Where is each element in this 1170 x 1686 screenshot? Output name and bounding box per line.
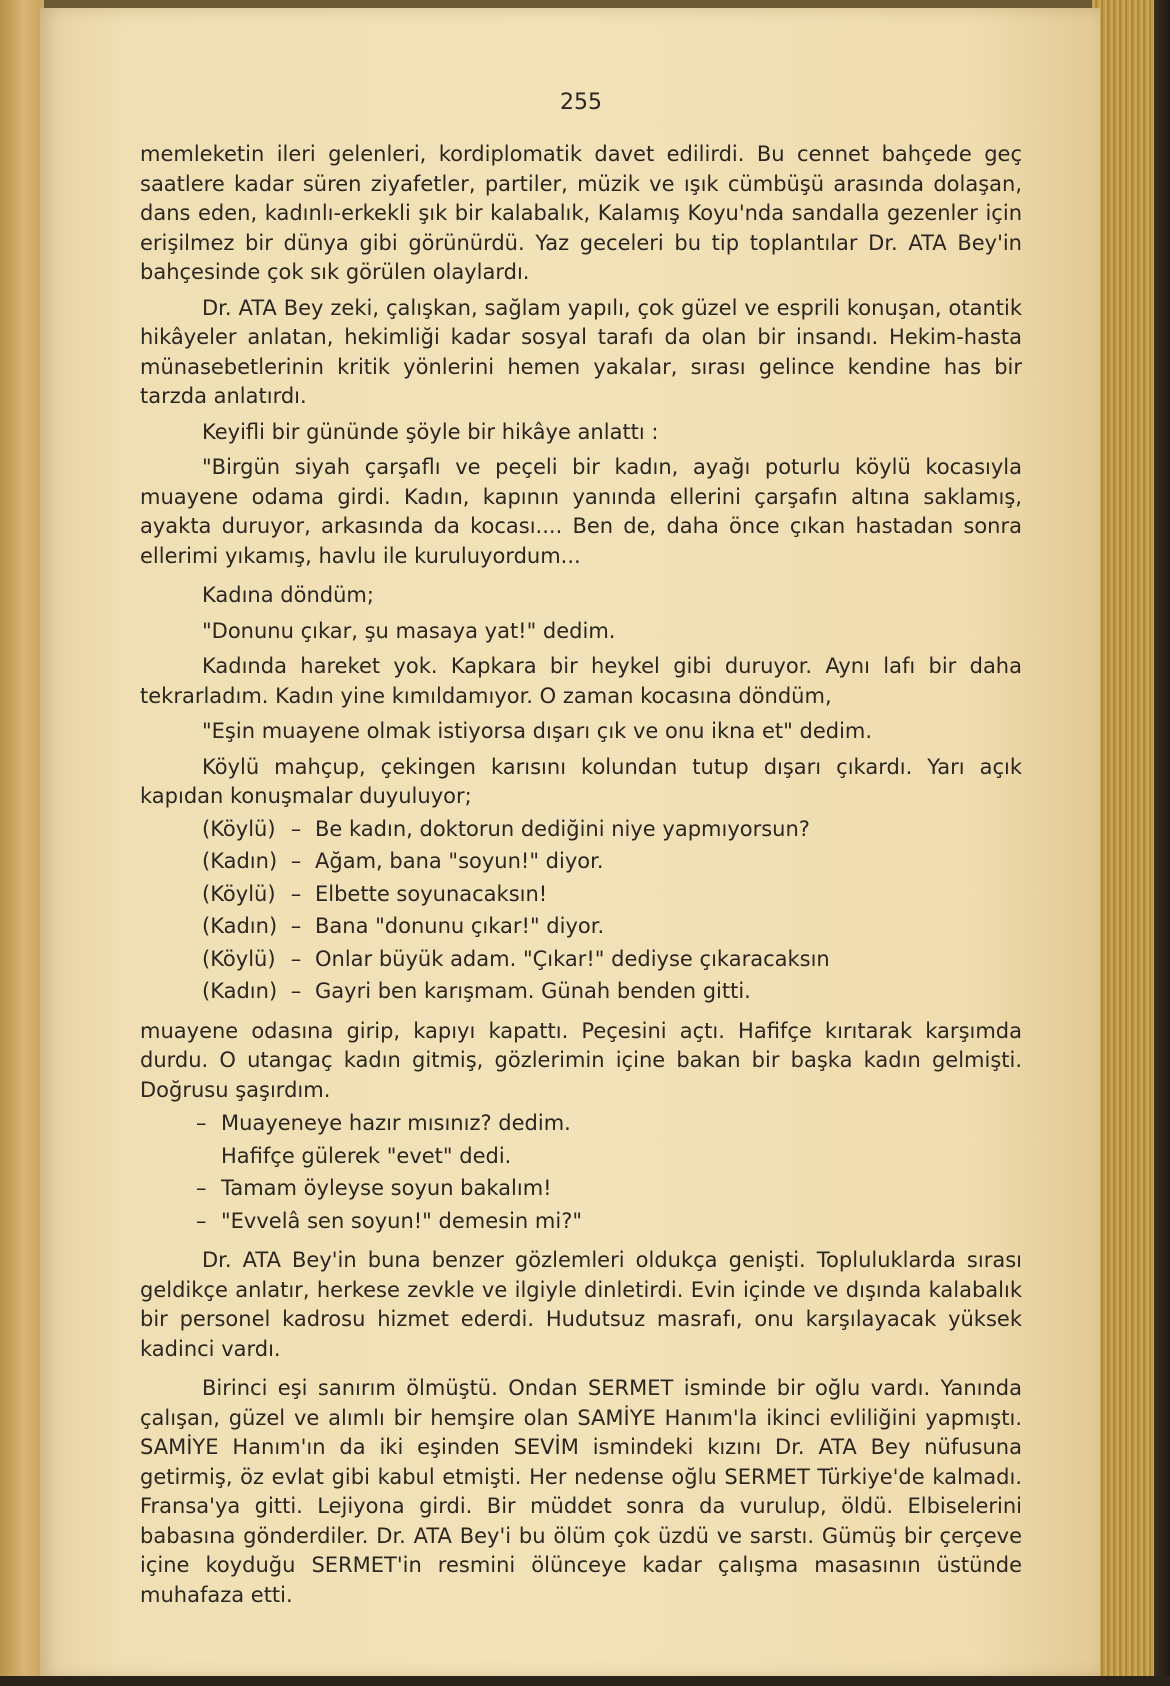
exchange-line — [140, 1109, 1022, 1139]
exchange-dash: – — [196, 1176, 207, 1200]
paragraph: Dr. ATA Bey zeki, çalışkan, sağlam yapılı, çok güzel ve esprili konuşan, otantik hikâyeler anlatan, hekimliği kadar sosyal tarafı da olan bir insandı. Hekim-hasta münasebetlerinin kritik yönlerini hemen yakalar, sırası gelince kendine has bir tarzda anlatırdı. — [140, 295, 1022, 408]
dialogue-text: Onlar büyük adam. "Çıkar!" dediyse çıkaracaksın — [315, 946, 830, 971]
dialogue-speaker: (Kadın) — [202, 979, 278, 1003]
paragraph: Keyifli bir gününde şöyle bir hikâye anlattı : — [202, 419, 659, 444]
page-number: 255 — [560, 90, 602, 115]
page-text — [140, 140, 1022, 1610]
exchange-line — [140, 1207, 1022, 1237]
exchange-text: Hafifçe gülerek "evet" dedi. — [221, 1143, 512, 1168]
dialogue-speaker: (Köylü) — [202, 816, 276, 841]
dialogue-block — [140, 815, 1022, 1007]
exchange-text: Tamam öyleyse soyun bakalım! — [221, 1176, 552, 1200]
paragraph: muayene odasına girip, kapıyı kapattı. Peçesini açtı. Hafifçe kırıtarak karşımda durdu. O utangaç kadın gitmiş, gözlerimin içine bakan bir başka kadın gelmişti. Doğrusu şaşırdım. — [140, 1018, 1022, 1102]
paragraph: memleketin ileri gelenleri, kordiplomatik davet edilirdi. Bu cennet bahçede geç saatlere kadar süren ziyafetler, partiler, müzik ve ışık cümbüşü arasında dolaşan, dans eden, kadınlı-erkekli şık bir kalabalık, Kalamış Koyu'nda sandalla gezenler için erişilmez bir dünya gibi görünürdü. Yaz geceleri bu tip toplantılar Dr. ATA Bey'in bahçesinde çok sık görülen olaylardı. — [140, 142, 1022, 284]
exchange-dash: – — [196, 1111, 207, 1135]
paragraph: Kadında hareket yok. Kapkara bir heykel gibi duruyor. Aynı lafı bir daha tekrarladım. Kadın yine kımıldamıyor. O zaman kocasına döndüm, — [140, 654, 1022, 708]
exchange-line — [140, 1142, 1022, 1172]
exchange-dash: – — [196, 1208, 207, 1233]
dialogue-text: Gayri ben karışmam. Günah benden gitti. — [315, 979, 751, 1003]
dialogue-line — [140, 815, 1022, 845]
paragraph: "Donunu çıkar, şu masaya yat!" dedim. — [202, 618, 616, 643]
dialogue-dash: – — [290, 881, 302, 906]
paragraph: "Eşin muayene olmak istiyorsa dışarı çık ve onu ikna et" dedim. — [202, 719, 873, 743]
exchange-line — [140, 1174, 1022, 1204]
exchange-dash — [196, 1142, 221, 1172]
dialogue-line — [140, 945, 1022, 975]
exchange-block — [140, 1109, 1022, 1236]
dialogue-dash: – — [290, 849, 302, 873]
dialogue-speaker: (Köylü) — [202, 881, 276, 906]
dialogue-line — [140, 847, 1022, 877]
left-page-edge — [0, 0, 44, 1686]
dialogue-dash: – — [290, 914, 302, 938]
dialogue-dash: – — [290, 946, 302, 971]
dialogue-line — [140, 912, 1022, 942]
dialogue-speaker: (Köylü) — [202, 946, 276, 971]
paragraph: "Birgün siyah çarşaflı ve peçeli bir kadın, ayağı poturlu köylü kocasıyla muayene odama girdi. Kadın, kapının yanında ellerini çarşafın altına saklamış, ayakta duruyor, arkasında da kocası.... Ben de, daha önce çıkan hastadan sonra ellerimi yıkamış, havlu ile kuruluyordum... — [140, 455, 1022, 568]
dialogue-text: Bana "donunu çıkar!" diyor. — [315, 914, 605, 938]
dialogue-text: Ağam, bana "soyun!" diyor. — [315, 849, 604, 873]
paragraph: Köylü mahçup, çekingen karısını kolundan tutup dışarı çıkardı. Yarı açık kapıdan konuşmalar duyuluyor; — [140, 754, 1022, 808]
dialogue-dash: – — [290, 816, 302, 841]
paragraph: Dr. ATA Bey'in buna benzer gözlemleri oldukça genişti. Topluluklarda sırası geldikçe anlatır, herkese zevkle ve ilgiyle dinletirdi. Evin içinde ve dışında kalabalık bir personel kadrosu hizmet ederdi. Hudutsuz masrafı, onu karşılayacak yüksek kadinci vardı. — [140, 1248, 1022, 1361]
bottom-shadow — [0, 1676, 1170, 1686]
dialogue-text: Elbette soyunacaksın! — [315, 881, 548, 906]
dialogue-dash: – — [290, 979, 302, 1003]
dialogue-line — [140, 880, 1022, 910]
dialogue-speaker: (Kadın) — [202, 849, 278, 873]
exchange-text: "Evvelâ sen soyun!" demesin mi?" — [221, 1208, 582, 1233]
exchange-text: Muayeneye hazır mısınız? dedim. — [221, 1111, 571, 1135]
dialogue-text: Be kadın, doktorun dediğini niye yapmıyorsun? — [315, 816, 810, 841]
paragraph: Kadına döndüm; — [202, 583, 374, 607]
dialogue-line — [140, 977, 1022, 1007]
dialogue-speaker: (Kadın) — [202, 914, 278, 938]
book-cover-edge — [1154, 0, 1170, 1686]
paragraph: Birinci eşi sanırım ölmüştü. Ondan SERMET isminde bir oğlu vardı. Yanında çalışan, güzel ve alımlı bir hemşire olan SAMİYE Hanım'la ikinci evliliğini yapmıştı. SAMİYE Hanım'ın da iki eşinden SEVİM ismindeki kızını Dr. ATA Bey nüfusuna getirmiş, öz evlat gibi kabul etmişti. Her nedense oğlu SERMET Türkiye'de kalmadı. Fransa'ya gitti. Lejiyona girdi. Bir müddet sonra da vurulup, öldü. Elbiselerini babasına gönderdiler. Dr. ATA Bey'i bu ölüm çok üzdü ve sarstı. Gümüş bir çerçeve içine koyduğu SERMET'in resmini ölünceye kadar çalışma masasının üstünde muhafaza etti. — [140, 1376, 1022, 1607]
